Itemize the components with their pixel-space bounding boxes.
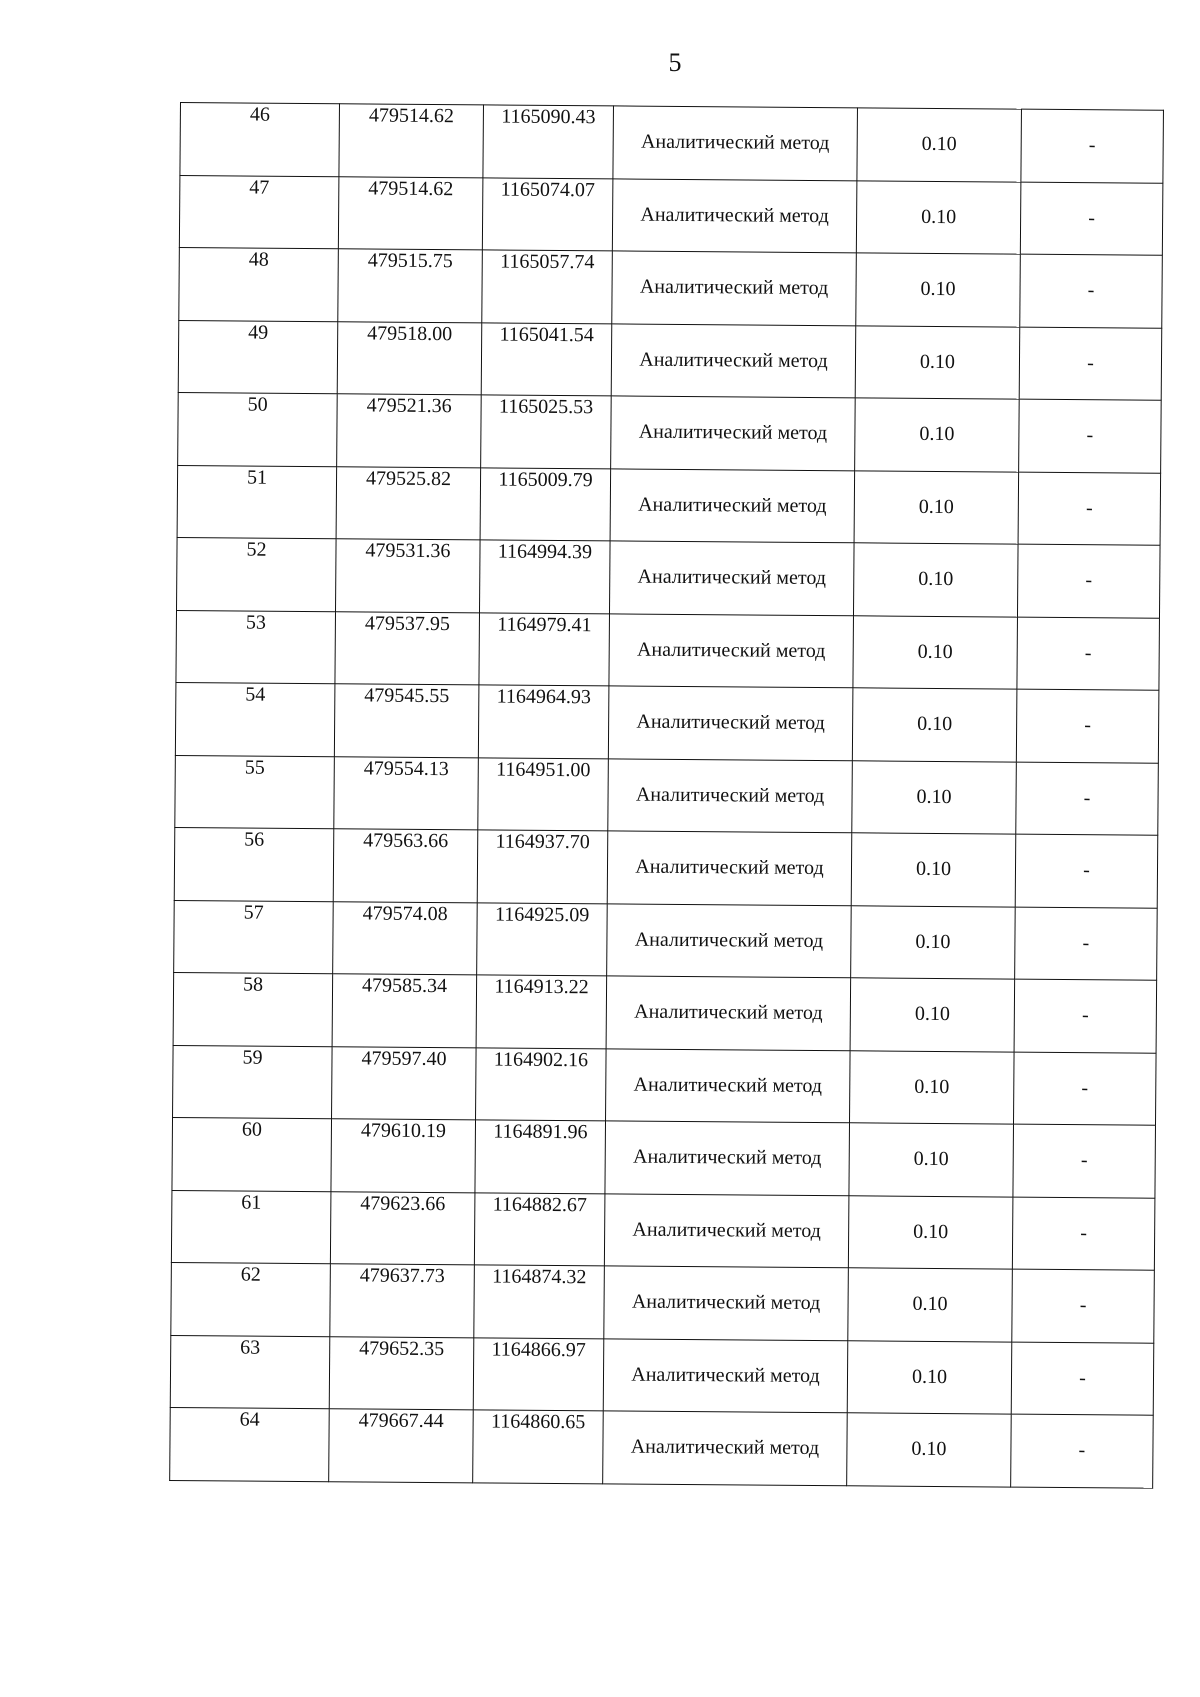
table-row	[172, 1117, 1156, 1197]
point-number-cell: 52	[177, 537, 337, 611]
precision-cell: 0.10	[852, 688, 1017, 762]
y-coordinate-cell: 1164902.16	[476, 1047, 607, 1121]
note-cell: -	[1013, 1124, 1156, 1198]
method-cell: Аналитический метод	[612, 251, 857, 325]
method-cell: Аналитический метод	[608, 686, 853, 760]
x-coordinate-cell: 479545.55	[334, 684, 479, 758]
method-cell: Аналитический метод	[606, 1048, 851, 1122]
method-cell: Аналитический метод	[607, 831, 852, 905]
coordinates-table	[169, 102, 1164, 1488]
precision-cell: 0.10	[855, 325, 1020, 399]
y-coordinate-cell: 1165057.74	[482, 250, 613, 324]
note-cell: -	[1017, 544, 1160, 618]
table-row	[177, 465, 1161, 545]
precision-cell: 0.10	[848, 1268, 1013, 1342]
table-row	[173, 972, 1157, 1052]
x-coordinate-cell: 479514.62	[338, 176, 483, 250]
table-row	[174, 900, 1158, 980]
precision-cell: 0.10	[848, 1195, 1013, 1269]
precision-cell: 0.10	[853, 543, 1018, 617]
y-coordinate-cell: 1164994.39	[480, 540, 611, 614]
point-number-cell: 57	[174, 900, 334, 974]
x-coordinate-cell: 479610.19	[331, 1119, 476, 1193]
method-cell: Аналитический метод	[606, 976, 851, 1050]
y-coordinate-cell: 1165090.43	[483, 105, 614, 179]
x-coordinate-cell: 479563.66	[333, 829, 478, 903]
method-cell: Аналитический метод	[607, 903, 852, 977]
point-number-cell: 54	[175, 682, 335, 756]
note-cell: -	[1020, 254, 1163, 328]
precision-cell: 0.10	[856, 253, 1021, 327]
point-number-cell: 50	[178, 392, 338, 466]
method-cell: Аналитический метод	[604, 1266, 849, 1340]
table-row	[180, 103, 1164, 183]
point-number-cell: 53	[176, 610, 336, 684]
method-cell: Аналитический метод	[603, 1411, 848, 1485]
x-coordinate-cell: 479525.82	[336, 466, 481, 540]
point-number-cell: 59	[173, 1045, 333, 1119]
note-cell: -	[1021, 109, 1164, 183]
y-coordinate-cell: 1164882.67	[474, 1192, 605, 1266]
note-cell: -	[1016, 762, 1159, 836]
y-coordinate-cell: 1164874.32	[474, 1265, 605, 1339]
method-cell: Аналитический метод	[604, 1193, 849, 1267]
y-coordinate-cell: 1164866.97	[473, 1337, 604, 1411]
precision-cell: 0.10	[855, 398, 1020, 472]
note-cell: -	[1014, 979, 1157, 1053]
x-coordinate-cell: 479518.00	[337, 321, 482, 395]
method-cell: Аналитический метод	[608, 758, 853, 832]
x-coordinate-cell: 479574.08	[333, 901, 478, 975]
table-row	[178, 392, 1162, 472]
x-coordinate-cell: 479667.44	[329, 1409, 474, 1483]
y-coordinate-cell: 1164979.41	[479, 612, 610, 686]
x-coordinate-cell: 479515.75	[338, 249, 483, 323]
point-number-cell: 51	[177, 465, 337, 539]
method-cell: Аналитический метод	[603, 1338, 848, 1412]
y-coordinate-cell: 1164925.09	[477, 902, 608, 976]
y-coordinate-cell: 1164951.00	[478, 757, 609, 831]
precision-cell: 0.10	[847, 1340, 1012, 1414]
note-cell: -	[1019, 399, 1162, 473]
precision-cell: 0.10	[852, 760, 1017, 834]
point-number-cell: 63	[170, 1335, 330, 1409]
precision-cell: 0.10	[850, 1050, 1015, 1124]
coordinates-table-container	[169, 102, 1163, 1488]
precision-cell: 0.10	[857, 108, 1022, 182]
y-coordinate-cell: 1165041.54	[481, 322, 612, 396]
method-cell: Аналитический метод	[611, 323, 856, 397]
note-cell: -	[1011, 1414, 1154, 1488]
method-cell: Аналитический метод	[612, 178, 857, 252]
note-cell: -	[1017, 617, 1160, 691]
precision-cell: 0.10	[856, 180, 1021, 254]
note-cell: -	[1015, 907, 1158, 981]
table-row	[175, 682, 1159, 762]
x-coordinate-cell: 479585.34	[332, 974, 477, 1048]
precision-cell: 0.10	[850, 978, 1015, 1052]
note-cell: -	[1020, 182, 1163, 256]
x-coordinate-cell: 479537.95	[335, 611, 480, 685]
point-number-cell: 64	[170, 1407, 330, 1481]
y-coordinate-cell: 1165025.53	[481, 395, 612, 469]
x-coordinate-cell: 479637.73	[330, 1264, 475, 1338]
table-row	[179, 175, 1163, 255]
x-coordinate-cell: 479521.36	[337, 394, 482, 468]
x-coordinate-cell: 479652.35	[329, 1336, 474, 1410]
point-number-cell: 47	[179, 175, 339, 249]
point-number-cell: 56	[174, 827, 334, 901]
note-cell: -	[1012, 1269, 1155, 1343]
x-coordinate-cell: 479554.13	[334, 756, 479, 830]
point-number-cell: 48	[179, 247, 339, 321]
y-coordinate-cell: 1165009.79	[480, 467, 611, 541]
page-number: 5	[668, 48, 682, 77]
note-cell: -	[1012, 1197, 1155, 1271]
y-coordinate-cell: 1165074.07	[482, 177, 613, 251]
precision-cell: 0.10	[851, 905, 1016, 979]
method-cell: Аналитический метод	[609, 541, 854, 615]
precision-cell: 0.10	[851, 833, 1016, 907]
note-cell: -	[1019, 327, 1162, 401]
x-coordinate-cell: 479531.36	[336, 539, 481, 613]
coordinates-table-body	[170, 103, 1164, 1488]
method-cell: Аналитический метод	[610, 468, 855, 542]
x-coordinate-cell: 479514.62	[339, 104, 484, 178]
point-number-cell: 62	[171, 1262, 331, 1336]
point-number-cell: 60	[172, 1117, 332, 1191]
note-cell: -	[1011, 1342, 1154, 1416]
table-row	[171, 1190, 1155, 1270]
method-cell: Аналитический метод	[613, 106, 858, 180]
precision-cell: 0.10	[854, 470, 1019, 544]
precision-cell: 0.10	[849, 1123, 1014, 1197]
y-coordinate-cell: 1164913.22	[476, 975, 607, 1049]
precision-cell: 0.10	[847, 1413, 1012, 1487]
note-cell: -	[1016, 689, 1159, 763]
note-cell: -	[1018, 472, 1161, 546]
table-row	[179, 247, 1163, 327]
note-cell: -	[1015, 834, 1158, 908]
table-row	[178, 320, 1162, 400]
table-row	[176, 610, 1160, 690]
x-coordinate-cell: 479623.66	[330, 1191, 475, 1265]
table-row	[171, 1262, 1155, 1342]
method-cell: Аналитический метод	[605, 1121, 850, 1195]
method-cell: Аналитический метод	[609, 613, 854, 687]
table-row	[177, 537, 1161, 617]
y-coordinate-cell: 1164964.93	[478, 685, 609, 759]
method-cell: Аналитический метод	[611, 396, 856, 470]
point-number-cell: 55	[175, 755, 335, 829]
table-row	[174, 827, 1158, 907]
point-number-cell: 58	[173, 972, 333, 1046]
note-cell: -	[1013, 1052, 1156, 1126]
y-coordinate-cell: 1164860.65	[473, 1410, 604, 1484]
point-number-cell: 49	[178, 320, 338, 394]
point-number-cell: 61	[171, 1190, 331, 1264]
table-row	[170, 1335, 1154, 1415]
point-number-cell: 46	[180, 103, 340, 177]
y-coordinate-cell: 1164937.70	[477, 830, 608, 904]
table-row	[170, 1407, 1154, 1487]
precision-cell: 0.10	[853, 615, 1018, 689]
table-row	[175, 755, 1159, 835]
table-row	[173, 1045, 1157, 1125]
x-coordinate-cell: 479597.40	[332, 1046, 477, 1120]
y-coordinate-cell: 1164891.96	[475, 1120, 606, 1194]
